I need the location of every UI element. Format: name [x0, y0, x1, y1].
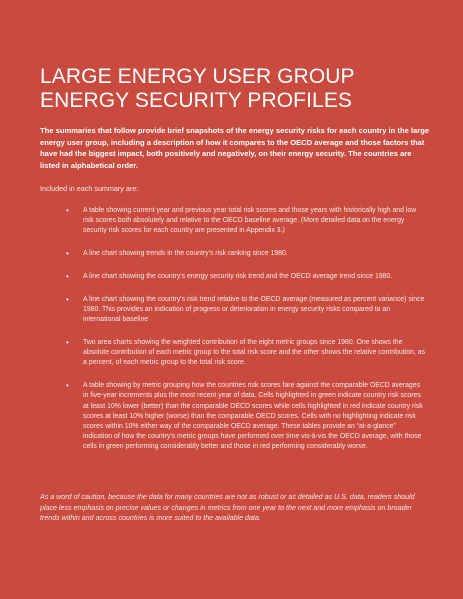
included-label: Included in each summary are: — [40, 184, 139, 193]
intro-paragraph: The summaries that follow provide brief snapshots of the energy security risks for each country in the large energy user group, including a description of how it compares to the OECD average and those factors that have had the biggest impact, both positively and negatively, on their energy security. The countries are listed in alphabetical order. — [40, 126, 430, 170]
bullet-icon: • — [66, 272, 69, 281]
list-item — [66, 272, 426, 282]
list-item — [66, 295, 426, 326]
list-item-text: A line chart showing trends in the country's risk ranking since 1980. — [83, 250, 288, 258]
list-item — [66, 249, 426, 259]
page-title — [40, 65, 355, 113]
page-title-line-2: ENERGY SECURITY PROFILES — [40, 89, 353, 112]
bullet-icon: • — [66, 381, 69, 391]
caution-note: As a word of caution, because the data for many countries are not as robust or as detailed as U.S. data, readers should place less emphasis on precise values or changes in metrics from one year to the next and more emphasis on broader trends within and across countries is more suited to the available data. — [40, 493, 415, 523]
list-item — [66, 206, 426, 237]
list-item-text: Two area charts showing the weighted contribution of the eight metric groups since 1980. One shows the absolute contribution of each metric group to the total risk score and the other shows the relative contribution, as a percent, of each metric group to the total risk score. — [83, 339, 426, 367]
list-item-text: A table showing current year and previous year total risk scores and those years with historically high and low risk scores both absolutely and relative to the OECD baseline average. (More detailed data on the energy security risk scores for each country are presented in Appendix 3.) — [83, 207, 417, 235]
bullet-icon: • — [66, 294, 69, 304]
page-title-line-1: LARGE ENERGY USER GROUP — [40, 65, 355, 88]
bullet-icon: • — [66, 249, 69, 259]
list-item-text: A table showing by metric grouping how the countries risk scores fare against the comparable OECD averages in five-year increments plus the most recent year of data. Cells highlighted in green indicate country risk scores at least 10% lower (better) than the comparable OECD scores while cells highlighted in red indicate country risk scores at least 10% higher (worse) than the comparable OECD scores. Cells with no highlighting indicate risk scores within 10% either way of the comparable OECD average. These tables provide an “at-a-glance” indication of how the country's metric groups have performed over time vis-à-vis the OECD average, with those cells in green performing considerably better and those in red performing considerably worse. — [83, 382, 423, 451]
list-item-text: A line chart showing the country's energy security risk trend and the OECD average trend since 1980. — [83, 273, 393, 280]
bullet-icon: • — [66, 206, 69, 215]
summary-contents-list — [66, 206, 426, 465]
list-item-text: A line chart showing the country's risk trend relative to the OECD average (measured as percent variance) since 1980. This provides an indication of progress or deterioration in energy security risks compared to an international baseline — [83, 295, 425, 324]
list-item — [66, 338, 426, 369]
bullet-icon: • — [66, 338, 69, 347]
list-item — [66, 381, 426, 452]
